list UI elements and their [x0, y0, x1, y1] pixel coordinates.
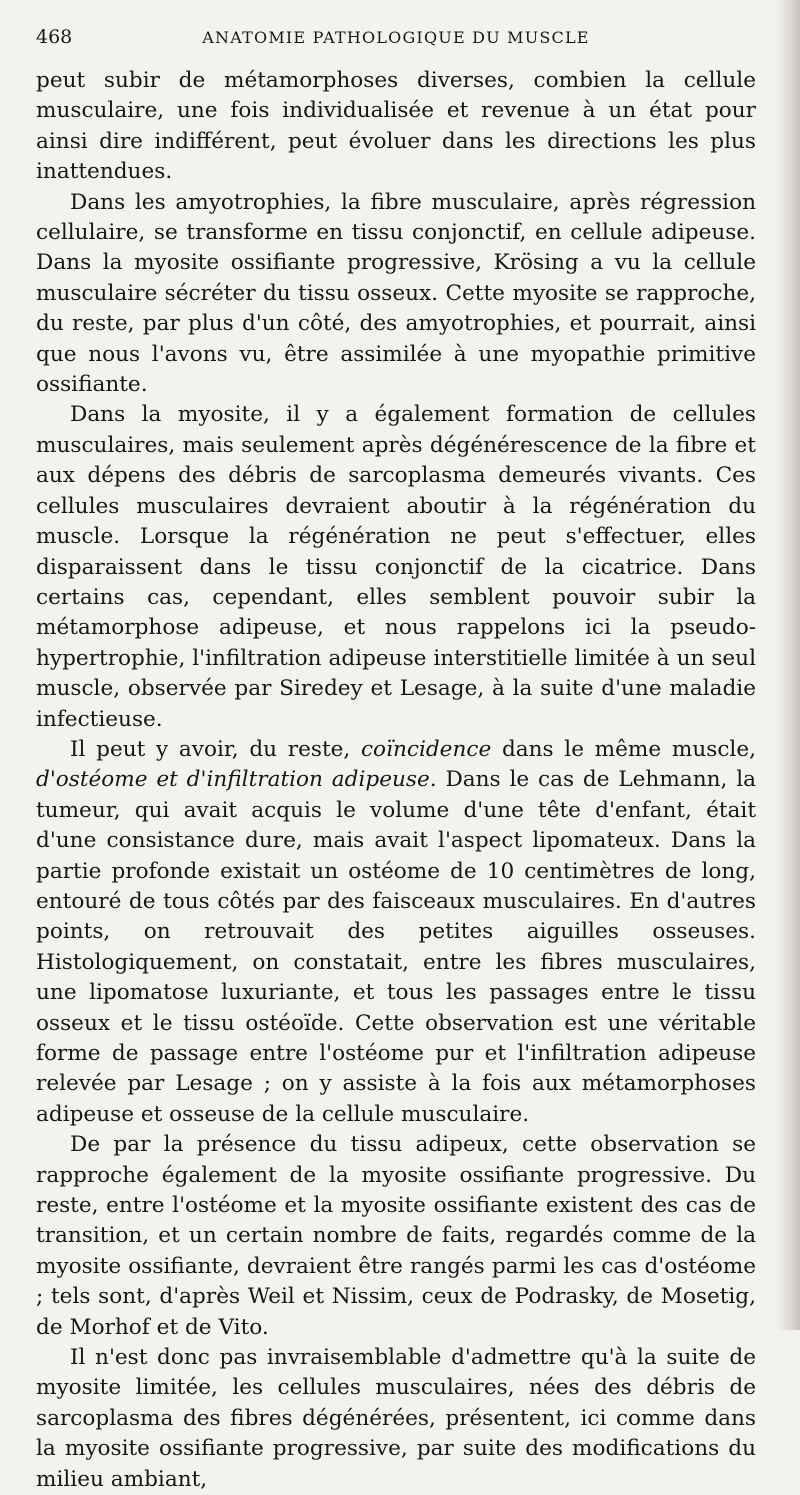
body-text	[36, 66, 756, 1495]
page-number: 468	[36, 26, 73, 48]
italic-term: d'ostéome et d'infiltration adipeuse.	[36, 767, 437, 793]
paragraph-continuation: peut subir de métamorphoses diverses, combien la cellule musculaire, une fois individualisée et revenue à un état pour ainsi dire indifférent, peut évoluer dans les directions les plus inattendues.	[36, 68, 756, 185]
italic-term: coïncidence	[360, 736, 492, 762]
text-run: Il peut y avoir, du reste,	[70, 736, 351, 762]
paragraph-tissu-adipeux: De par la présence du tissu adipeux, cette observation se rapproche également de la myosite ossifiante progressive. Du reste, entre l'ostéome et la myosite ossifiante existent des cas de transition, et un certain nombre de faits, regardés comme de la myosite ossifiante, devraient être rangés parmi les cas d'ostéome ; tels sont, d'après Weil et Nissim, ceux de Podrasky, de Mosetig, de Morhof et de Vito.	[36, 1132, 756, 1340]
paragraph-coincidence	[36, 735, 756, 1130]
page-header	[36, 26, 756, 66]
page-edge-shadow	[776, 0, 800, 1330]
paragraph-amyotrophies: Dans les amyotrophies, la fibre musculaire, après régression cellulaire, se transforme en tissu conjonctif, en cellule adipeuse. Dans la myosite ossifiante progressive, Krösing a vu la cellule musculaire sécréter du tissu osseux. Cette myosite se rapproche, du reste, par plus d'un côté, des amyotrophies, et pourrait, ainsi que nous l'avons vu, être assimilée à une myopathie primitive ossifiante.	[36, 189, 756, 398]
text-run: dans le même muscle,	[501, 736, 756, 762]
text-run: Dans le cas de Lehmann, la tumeur, qui avait acquis le volume d'une tête d'enfant, était d'une consistance dure, mais avait l'aspect lipomateux. Dans la partie profonde existait un ostéome de 10 centimètres de long, entouré de tous côtés par des faisceaux musculaires. En d'autres points, on retrouvait des petites aiguilles osseuses. Histologiquement, on constatait, entre les fibres musculaires, une lipomatose luxuriante, et tous les passages entre le tissu osseux et le tissu ostéoïde. Cette observation est une véritable forme de passage entre l'ostéome pur et l'infiltration adipeuse relevée par Lesage ; on y assiste à la fois aux métamorphoses adipeuse et osseuse de la cellule musculaire.	[36, 767, 756, 1127]
paragraph-myosite: Dans la myosite, il y a également formation de cellules musculaires, mais seulement après dégénérescence de la fibre et aux dépens des débris de sarcoplasma demeurés vivants. Ces cellules musculaires devraient aboutir à la régénération du muscle. Lorsque la régénération ne peut s'effectuer, elles disparaissent dans le tissu conjonctif de la cicatrice. Dans certains cas, cependant, elles semblent pouvoir subir la métamorphose adipeuse, et nous rappelons ici la pseudo-hypertrophie, l'infiltration adipeuse interstitielle limitée à un seul muscle, observée par Siredey et Lesage, à la suite d'une maladie infectieuse.	[36, 402, 756, 732]
running-head: ANATOMIE PATHOLOGIQUE DU MUSCLE	[202, 28, 590, 47]
paragraph-conclusion: Il n'est donc pas invraisemblable d'admettre qu'à la suite de myosite limitée, les cellules musculaires, nées des débris de sarcoplasma des fibres dégénérées, présentent, ici comme dans la myosite ossifiante progressive, par suite des modifications du milieu ambiant,	[36, 1345, 756, 1492]
